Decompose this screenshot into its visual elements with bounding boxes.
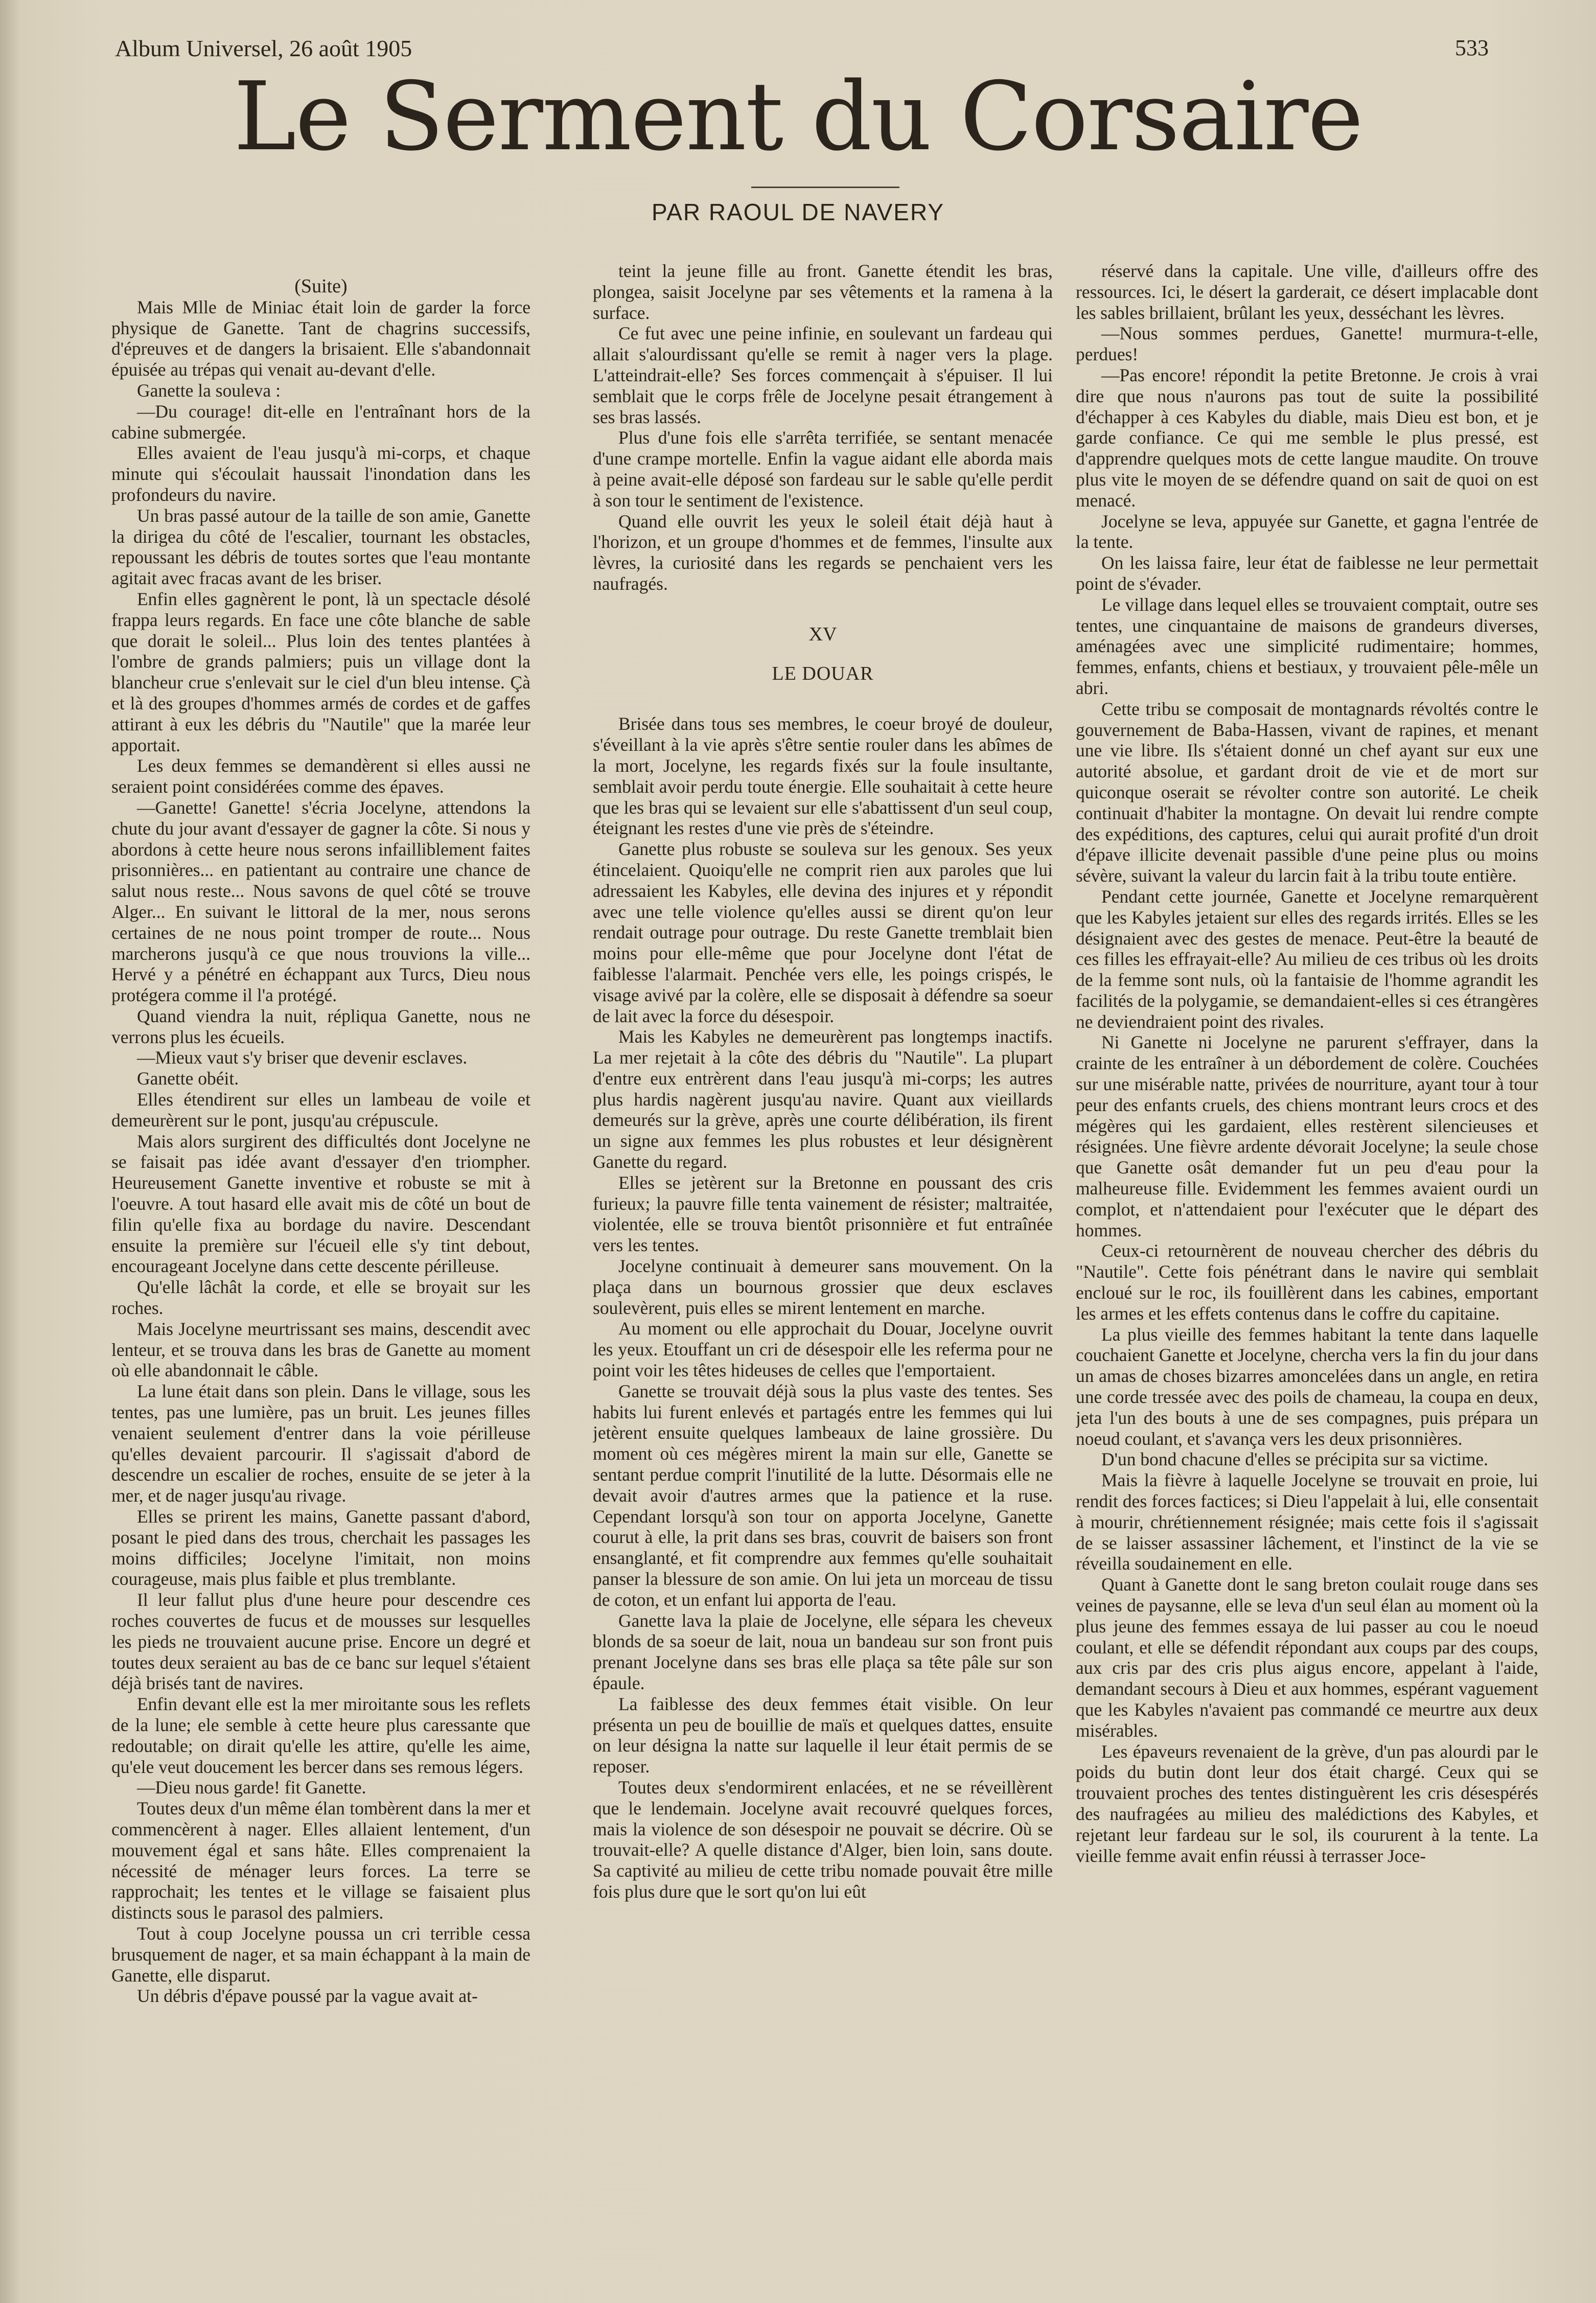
paragraph: Qu'elle lâchât la corde, et elle se broyait sur les roches.	[111, 1277, 530, 1319]
column-3-body	[1076, 261, 1538, 1866]
paragraph: Ni Ganette ni Jocelyne ne parurent s'effrayer, dans la crainte de les entraîner à un débordement de colère. Couchées sur une misérable natte, privées de nourriture, ayant tour à tour peur des enfants cruels, des chiens montrant leurs crocs et des mégères qui les gardaient, elles restèrent silencieuses et résignées. Une fièvre ardente dévorait Jocelyne; la seule chose que Ganette osât demander fut un peu d'eau pour la malheureuse fille. Evidemment les femmes avaient ourdi un complot, et n'attendaient pour l'exécuter que le départ des hommes.	[1076, 1032, 1538, 1240]
paragraph: Ganette plus robuste se souleva sur les genoux. Ses yeux étincelaient. Quoiqu'elle ne comprit rien aux paroles que lui adressaient les Kabyles, elle devina des injures et y répondit avec une telle violence qu'elles aussi se dirent qu'on leur rendait outrage pour outrage. Du reste Ganette tremblait bien moins pour elle-même que pour Jocelyne dont l'état de faiblesse l'alarmait. Penchée vers elle, les poings crispés, le visage avivé par la colère, elle se disposait à défendre sa soeur de lait avec la force du désespoir.	[593, 839, 1053, 1026]
paragraph: La lune était dans son plein. Dans le village, sous les tentes, pas une lumière, pas un bruit. Les jeunes filles venaient seulement d'entrer dans la voie périlleuse qu'elles devaient parcourir. Il s'agissait d'abord de descendre un escalier de roches, ensuite de se jeter à la mer, et de nager jusqu'au rivage.	[111, 1381, 530, 1506]
paragraph: Quand viendra la nuit, répliqua Ganette, nous ne verrons plus les écueils.	[111, 1005, 530, 1047]
paragraph: Ceux-ci retournèrent de nouveau chercher des débris du "Nautile". Cette fois pénétrant dans le navire qui semblait encloué sur le roc, ils fouillèrent dans les cabines, emportant les armes et les effets contenus dans le coffre du capitaine.	[1076, 1240, 1538, 1324]
paragraph: réservé dans la capitale. Une ville, d'ailleurs offre des ressources. Ici, le désert la garderait, ce désert implacable dont les sables brillaient, brûlant les yeux, desséchant les lèvres.	[1076, 261, 1538, 323]
author-byline: PAR RAOUL DE NAVERY	[651, 199, 945, 225]
paragraph: Ganette lava la plaie de Jocelyne, elle sépara les cheveux blonds de sa soeur de lait, noua un bandeau sur son front puis prenant Jocelyne dans ses bras elle plaça sa tête pâle sur son épaule.	[593, 1610, 1053, 1693]
paragraph: Il leur fallut plus d'une heure pour descendre ces roches couvertes de fucus et de mousses sur lesquelles les pieds ne trouvaient aucune prise. Encore un degré et toutes deux seraient au bas de ce banc sur lequel s'étaient déjà brisés tant de navires.	[111, 1590, 530, 1694]
paragraph: La plus vieille des femmes habitant la tente dans laquelle couchaient Ganette et Jocelyne, chercha vers la fin du jour dans un amas de choses bizarres amoncelées dans un angle, en retira une corde tressée avec des poils de chameau, la coupa en deux, jeta l'un des bouts à une de ses compagnes, puis prépara un noeud coulant, et s'avança vers les deux prisonnières.	[1076, 1324, 1538, 1449]
paragraph: Un débris d'épave poussé par la vague avait at-	[137, 1986, 478, 2007]
paragraph: Les deux femmes se demandèrent si elles aussi ne seraient point considérées comme des épaves.	[111, 755, 530, 797]
column-1-body	[111, 297, 530, 2007]
paragraph: Ganette la souleva :	[137, 380, 281, 401]
paragraph: Elles avaient de l'eau jusqu'à mi-corps, et chaque minute qui s'écoulait haussait l'inondation dans les profondeurs du navire.	[111, 443, 530, 505]
paragraph: Toutes deux d'un même élan tombèrent dans la mer et commencèrent à nager. Elles allaient lentement, d'un mouvement égal et sans hâte. Elles comprenaient la nécessité de ménager leurs forces. La terre se rapprochait; les tentes et le village se faisaient plus distincts sous le parasol des palmiers.	[111, 1798, 530, 1923]
column-2-body-after	[593, 713, 1053, 1902]
chapter-title: LE DOUAR	[772, 662, 874, 684]
text-column-1	[111, 276, 530, 2300]
paragraph: —Dieu nous garde! fit Ganette.	[137, 1777, 366, 1798]
paragraph: Tout à coup Jocelyne poussa un cri terrible cessa brusquement de nager, et sa main échappant à la main de Ganette, elle disparut.	[111, 1923, 530, 1986]
text-column-2	[593, 261, 1053, 2285]
paragraph: D'un bond chacune d'elles se précipita sur sa victime.	[1101, 1449, 1489, 1470]
paragraph: —Pas encore! répondit la petite Bretonne. Je crois à vrai dire que nous n'aurons pas tout de suite la possibilité d'échapper à ces Kabyles du diable, mais Dieu est bon, et je garde confiance. Ce qui me semble le plus pressé, est d'apprendre quelques mots de cette langue maudite. On trouve plus vite le moyen de se défendre quand on sait de quoi on est menacé.	[1076, 364, 1538, 511]
paragraph: Pendant cette journée, Ganette et Jocelyne remarquèrent que les Kabyles jetaient sur elles des regards irrités. Elles se les désignaient avec des gestes de menace. Peut-être la beauté de ces filles les effrayait-elle? Au milieu de ces tribus où les droits de la femme sont nuls, où la fantaisie de l'homme agrandit les facilités de la polygamie, se demandaient-elles si ces étrangères ne deviendraient point des rivales.	[1076, 886, 1538, 1032]
chapter-number: XV	[808, 623, 837, 645]
paragraph: Le village dans lequel elles se trouvaient comptait, outre ses tentes, une cinquantaine de maisons de grandeurs diverses, aménagées avec une simplicité rudimentaire; hommes, femmes, enfants, chiens et bestiaux, y trouvaient pêle-mêle un abri.	[1076, 594, 1538, 698]
paragraph: Elles se prirent les mains, Ganette passant d'abord, posant le pied dans des trous, cherchait les passages les moins difficiles; Jocelyne l'imitait, non moins courageuse, mais plus faible et plus tremblante.	[111, 1506, 530, 1590]
story-title: Le Serment du Corsaire	[233, 61, 1363, 172]
paragraph: Quand elle ouvrit les yeux le soleil était déjà haut à l'horizon, et un groupe d'hommes et de femmes, l'insulte aux lèvres, la curiosité dans les regards se penchaient vers les naufragés.	[593, 511, 1053, 594]
column-2-body-before	[593, 261, 1053, 594]
paragraph: —Nous sommes perdues, Ganette! murmura-t-elle, perdues!	[1076, 323, 1538, 365]
paragraph: Un bras passé autour de la taille de son amie, Ganette la dirigea du côté de l'escalier, tournant les obstacles, repoussant les débris de toutes sortes que l'eau montante agitait avec fracas avant de les briser.	[111, 505, 530, 589]
paragraph: Ganette obéit.	[137, 1068, 239, 1089]
paragraph: Mais alors surgirent des difficultés dont Jocelyne ne se faisait pas idée avant d'essayer d'en triompher. Heureusement Ganette inventive et robuste se mit à l'oeuvre. A tout hasard elle avait mis de côté un bout de filin qu'elle fixa au bordage du navire. Descendant ensuite la première sur l'écueil elle s'y tint debout, encourageant Jocelyne dans cette descente périlleuse.	[111, 1131, 530, 1277]
paragraph: Ganette se trouvait déjà sous la plus vaste des tentes. Ses habits lui furent enlevés et partagés entre les femmes qui lui jetèrent ensuite quelques lambeaux de laine grossière. Du moment où ces mégères mirent la main sur elle, Ganette se sentant perdue comprit l'inutilité de la lutte. Désormais elle ne devait avoir d'autres armes que la patience et la ruse. Cependant lorsqu'à son tour on apporta Jocelyne, Ganette courut à elle, la prit dans ses bras, couvrit de baisers son front ensanglanté, et fit comprendre aux femmes qu'elle souhaitait panser la blessure de son amie. On lui jeta un morceau de tissu de coton, et un enfant lui apporta de l'eau.	[593, 1380, 1053, 1610]
paragraph: Brisée dans tous ses membres, le coeur broyé de douleur, s'éveillant à la vie après s'être sentie rouler dans les abîmes de la mort, Jocelyne, les regards fixés sur la foule insultante, semblait avoir perdu toute énergie. Elle souhaitait à cette heure que les bras qui se levaient sur elle s'abattissent d'un seul coup, éteignant les restes d'une vie près de s'éteindre.	[593, 713, 1053, 839]
paragraph: —Ganette! Ganette! s'écria Jocelyne, attendons la chute du jour avant d'essayer de gagner la côte. Si nous y abordons à cette heure nous serons infailliblement faites prisonnières... en patientant au contraire une chance de salut nous reste... Nous savons de quel côté se trouve Alger... En suivant le littoral de la mer, nous serons certaines de ne nous point tromper de route... Nous marcherons jusqu'à ce que nous trouvions la ville... Hervé y a pénétré en échappant aux Turcs, Dieu nous protégera comme il l'a protégé.	[111, 797, 530, 1006]
paragraph: —Du courage! dit-elle en l'entraînant hors de la cabine submergée.	[111, 401, 530, 443]
page-number: 533	[1455, 35, 1489, 60]
publication-line: Album Universel, 26 août 1905	[115, 35, 412, 61]
paragraph: On les laissa faire, leur état de faiblesse ne leur permettait point de s'évader.	[1076, 552, 1538, 594]
paragraph: Mais Jocelyne meurtrissant ses mains, descendit avec lenteur, et se trouva dans les bras de Ganette au moment où elle abandonnait le câble.	[111, 1318, 530, 1381]
paragraph: Mais les Kabyles ne demeurèrent pas longtemps inactifs. La mer rejetait à la côte des débris du "Nautile". La plupart d'entre eux entrèrent dans l'eau jusqu'à mi-corps; les autres plus hardis nagèrent jusqu'au navire. Quant aux vieillards demeurés sur la grève, après une courte délibération, ils firent un signe aux femmes les plus robustes et leur désignèrent Ganette du regard.	[593, 1026, 1053, 1172]
page-header	[115, 35, 1489, 65]
paragraph: —Mieux vaut s'y briser que devenir esclaves.	[137, 1047, 468, 1068]
paragraph: Plus d'une fois elle s'arrêta terrifiée, se sentant menacée d'une crampe mortelle. Enfin la vague aidant elle aborda mais à peine avait-elle déposé son fardeau sur le sable qu'elle perdit à son tour le sentiment de l'existence.	[593, 427, 1053, 511]
text-column-3	[1076, 261, 1538, 2285]
paragraph: Quant à Ganette dont le sang breton coulait rouge dans ses veines de paysanne, elle se leva d'un seul élan au moment où la plus jeune des femmes essaya de lui passer au cou le noeud coulant, et elle se défendit répondant aux coups par des coups, aux cris par des cris plus aigus encore, appelant à l'aide, demandant secours à Dieu et aux hommes, espérant vaguement que les Kabyles n'avaient pas commandé ce meurtre aux deux misérables.	[1076, 1574, 1538, 1741]
paragraph: Jocelyne se leva, appuyée sur Ganette, et gagna l'entrée de la tente.	[1076, 511, 1538, 552]
paragraph: Elles étendirent sur elles un lambeau de voile et demeurèrent sur le pont, jusqu'au crépuscule.	[111, 1089, 530, 1131]
paragraph: Ce fut avec une peine infinie, en soulevant un fardeau qui allait s'alourdissant qu'elle se remit à nager vers la plage. L'atteindrait-elle? Ses forces commençait à s'épuiser. Il lui semblait que le corps frêle de Jocelyne pesait étrangement à ses bras lassés.	[593, 323, 1053, 427]
paragraph: Les épaveurs revenaient de la grève, d'un pas alourdi par le poids du butin dont leur dos était chargé. Ceux qui se trouvaient proches des tentes distinguèrent les cris désespérés des naufragées au milieu des malédictions des Kabyles, et rejetant leur fardeau sur le sol, ils coururent à la tente. La vieille femme avait enfin réussi à terrasser Joce-	[1076, 1741, 1538, 1866]
paragraph: teint la jeune fille au front. Ganette étendit les bras, plongea, saisit Jocelyne par ses vêtements et la ramena à la surface.	[593, 261, 1053, 323]
paragraph: Toutes deux s'endormirent enlacées, et ne se réveillèrent que le lendemain. Jocelyne avait recouvré quelques forces, mais la violence de son désespoir ne pouvait se décrire. Où se trouvait-elle? A quelle distance d'Alger, bien loin, sans doute. Sa captivité au milieu de cette tribu nomade pouvait être mille fois plus dure que le sort qu'on lui eût	[593, 1777, 1053, 1902]
paragraph: Mais la fièvre à laquelle Jocelyne se trouvait en proie, lui rendit des forces factices; si Dieu l'appelait à lui, elle consentait à mourir, chrétiennement résignée; mais cette fois il s'agissait de se laisser assassiner lâchement, et l'instinct de la vie se réveilla soudainement en elle.	[1076, 1470, 1538, 1574]
paragraph: Cette tribu se composait de montagnards révoltés contre le gouvernement de Baba-Hassen, vivant de rapines, et menant une vie libre. Ils s'étaient donné un chef ayant sur eux une autorité absolue, et gardant droit de vie et de mort sur quiconque oserait se révolter contre son autorité. Le cheik continuait d'habiter la montagne. On devait lui rendre compte des expéditions, des captures, celui qui aurait profité d'un droit d'épave illicite devenait passible d'une peine plus ou moins sévère, suivant la valeur du larcin fait à la tribu toute entière.	[1076, 698, 1538, 886]
paragraph: Au moment ou elle approchait du Douar, Jocelyne ouvrit les yeux. Etouffant un cri de désespoir elle les referma pour ne point voir les têtes hideuses de celles que l'emportaient.	[593, 1318, 1053, 1381]
paragraph: Enfin elles gagnèrent le pont, là un spectacle désolé frappa leurs regards. En face une côte blanche de sable que dorait le soleil... Plus loin des tentes plantées à l'ombre de grands palmiers; puis un village dont la blancheur crue s'enlevait sur le ciel d'un bleu intense. Çà et là des groupes d'hommes armés de cordes et de gaffes attirant à eux les débris du "Nautile" que la marée leur apportait.	[111, 588, 530, 755]
paragraph: Jocelyne continuait à demeurer sans mouvement. On la plaça dans un bournous grossier que deux esclaves soulevèrent, puis elles se mirent lentement en marche.	[593, 1256, 1053, 1318]
paragraph: La faiblesse des deux femmes était visible. On leur présenta un peu de bouillie de maïs et quelques dattes, ensuite on leur désigna la natte sur laquelle il leur était permis de se reposer.	[593, 1693, 1053, 1777]
continuation-label: (Suite)	[294, 276, 348, 297]
title-rule	[751, 187, 899, 188]
paragraph: Enfin devant elle est la mer miroitante sous les reflets de la lune; ele semble à cette heure plus caressante que redoutable; on dirait qu'elle les attire, qu'elle les aime, qu'ele veut doucement les bercer dans ses remous légers.	[111, 1694, 530, 1777]
paragraph: Mais Mlle de Miniac était loin de garder la force physique de Ganette. Tant de chagrins successifs, d'épreuves et de dangers la brisaient. Elle s'abandonnait épuisée au trépas qui venait au-devant d'elle.	[111, 296, 530, 380]
paragraph: Elles se jetèrent sur la Bretonne en poussant des cris furieux; la pauvre fille tenta vainement de résister; maltraitée, violentée, elle se trouva bientôt prisonnière et fut entraînée vers les tentes.	[593, 1172, 1053, 1256]
